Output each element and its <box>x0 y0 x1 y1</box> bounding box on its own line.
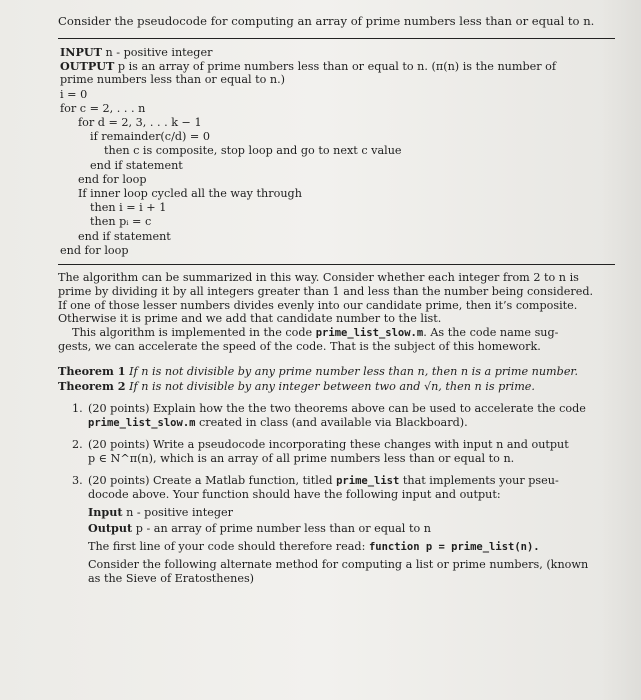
question-text: docode above. Your function should have the following input and output: <box>88 488 501 502</box>
pseudocode-block <box>58 45 615 258</box>
question-text <box>88 474 615 488</box>
function-name: prime_list <box>336 475 400 488</box>
theorem-2 <box>58 379 615 394</box>
io-input-line <box>88 505 615 520</box>
theorem-text: If n is not divisible by any prime number less than n, then n is a prime number. <box>129 364 579 378</box>
algo-line-end-if: end if statement <box>90 158 183 172</box>
algo-line-then-composite: then c is composite, stop loop and go to next c value <box>104 144 402 158</box>
alt-method-text: as the Sieve of Eratosthenes) <box>88 571 255 585</box>
summary-line: Otherwise it is prime and we add that candidate number to the list. <box>58 312 442 326</box>
output-text-1: p is an array of prime numbers less than or equal to n. (π(n) is the number of <box>117 60 557 74</box>
io-input-text: n - positive integer <box>126 506 233 520</box>
algo-line-end-if-2: end if statement <box>78 229 171 243</box>
algo-line-if-cycled: If inner loop cycled all the way through <box>78 186 302 200</box>
summary-text: This algorithm is implemented in the code <box>72 326 316 340</box>
summary-line: If one of those lesser numbers divides evenly into our candidate prime, then it’s composite. <box>58 298 578 312</box>
question-text-tail: that implements your pseu- <box>399 474 559 488</box>
question-3 <box>58 474 615 586</box>
theorem-1 <box>58 364 615 379</box>
question-text-tail: created in class (and available via Blackboard). <box>195 415 468 429</box>
algo-line-init: i = 0 <box>60 87 88 101</box>
question-text: (20 points) Write a pseudocode incorporating these changes with input n and output <box>88 438 569 452</box>
output-line <box>60 59 615 73</box>
question-number: 2. <box>72 438 83 452</box>
algo-line-then-increment: then i = i + 1 <box>90 201 167 215</box>
question-2 <box>58 438 615 466</box>
first-line-instruction <box>88 540 615 554</box>
summary-line: gests, we can accelerate the speed of the code. That is the subject of this homework. <box>58 339 541 353</box>
input-line <box>60 45 615 59</box>
output-line-2: prime numbers less than or equal to n.) <box>60 73 286 87</box>
question-text-head: (20 points) Create a Matlab function, titled <box>88 474 337 488</box>
algo-line-then-assign: then pᵢ = c <box>90 215 152 229</box>
theorem-label: Theorem 2 <box>58 378 126 393</box>
io-output-line <box>88 521 615 536</box>
io-input-label: Input <box>88 505 123 520</box>
summary-paragraph <box>58 271 615 354</box>
question-number: 1. <box>72 401 83 415</box>
summary-line: prime by dividing it by all integers greater than 1 and less than the number being considered. <box>58 284 594 298</box>
algo-line-inner-for: for d = 2, 3, . . . k − 1 <box>78 116 202 130</box>
io-output-text: p - an array of prime number less than or equal to n <box>135 521 431 535</box>
question-text <box>88 416 615 430</box>
code-filename: prime_list_slow.m <box>88 416 196 429</box>
summary-text: . As the code name sug- <box>423 326 559 340</box>
input-text: n - positive integer <box>105 46 213 60</box>
algo-line-outer-for: for c = 2, . . . n <box>60 101 146 115</box>
io-output-label: Output <box>88 520 133 535</box>
function-signature: function p = prime_list(n). <box>368 540 540 553</box>
alt-method-text: Consider the following alternate method for computing a list or prime numbers, (known <box>88 557 589 571</box>
question-1 <box>58 402 615 430</box>
page-heading: Consider the pseudocode for computing an array of prime numbers less than or equal to n. <box>58 14 595 28</box>
question-text: p ∈ N^π(n), which is an array of all prime numbers less than or equal to n. <box>88 452 515 466</box>
theorems <box>58 364 615 394</box>
top-rule <box>58 38 615 39</box>
bottom-rule <box>58 264 615 265</box>
theorem-label: Theorem 1 <box>58 363 126 378</box>
input-label: INPUT <box>60 45 102 60</box>
summary-line <box>58 326 615 340</box>
algo-line-if-remainder: if remainder(c/d) = 0 <box>90 130 210 144</box>
question-number: 3. <box>72 474 83 488</box>
instruction-text: The first line of your code should therefore read: <box>88 539 369 553</box>
photo-shadow <box>601 0 641 700</box>
theorem-text: If n is not divisible by any integer between two and √n, then n is prime. <box>129 379 535 393</box>
question-list <box>58 402 615 586</box>
algo-line-end-for-outer: end for loop <box>60 243 129 257</box>
question-text: (20 points) Explain how the the two theorems above can be used to accelerate the code <box>88 401 586 415</box>
code-filename: prime_list_slow.m <box>315 327 424 340</box>
algo-line-end-for-inner: end for loop <box>78 172 147 186</box>
summary-line: The algorithm can be summarized in this way. Consider whether each integer from 2 to n is <box>58 270 579 284</box>
output-label: OUTPUT <box>60 59 115 74</box>
